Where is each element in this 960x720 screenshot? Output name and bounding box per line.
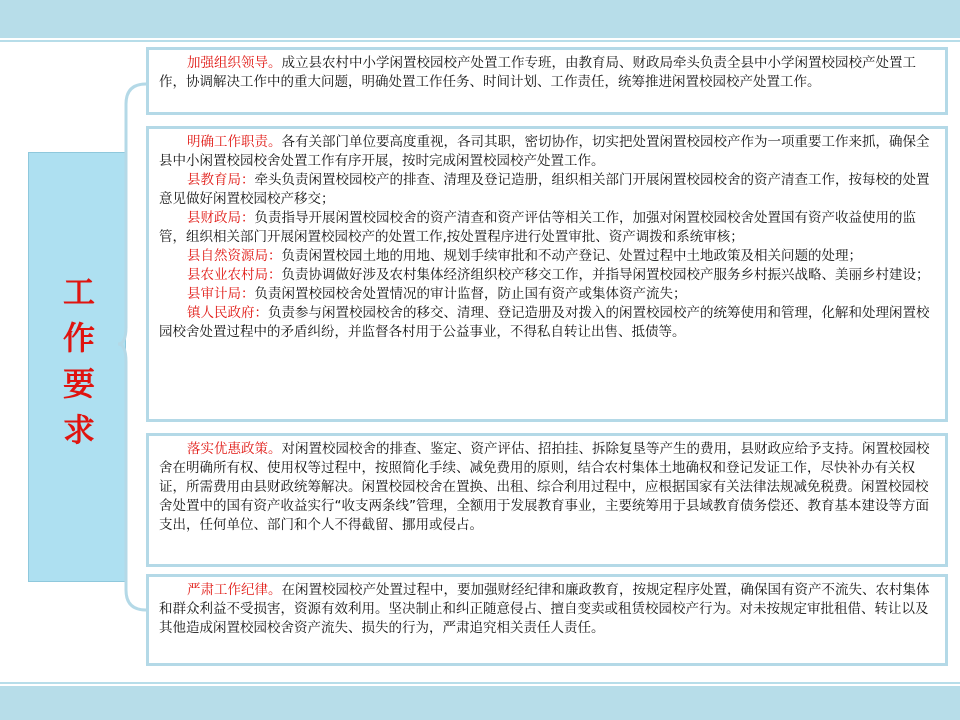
duty-label: 县审计局： [187,286,255,302]
section-heading: 加强组织领导。 [187,55,282,71]
bottom-decor-band [0,686,960,720]
duty-item [159,304,937,342]
duty-label: 县农业农村局： [187,267,282,283]
section-discipline [146,574,948,666]
duty-item [159,171,937,209]
section-responsibilities [146,126,948,422]
section-heading: 严肃工作纪律。 [187,582,282,598]
bottom-decor-line [0,682,960,684]
section-body: 成立县农村中小学闲置校园校产处置工作专班，由教育局、财政局牵头负责全县中小学闲置校园校产处置工作，协调解决工作中的重大问题，明确处置工作任务、时间计划、工作责任，统筹推进闲置校园校产处置工作。 [159,55,916,90]
section-organization [146,47,948,115]
duty-item [159,209,937,247]
duty-text: 负责指导开展闲置校园校舍的资产清查和资产评估等相关工作，加强对闲置校园校舍处置国有资产收益使用的监管，组织相关部门开展闲置校园校产的处置工作,按处置程序进行处置审批、资产调拨和系统审核； [159,210,916,245]
duty-item [159,285,937,304]
top-decor-line [0,40,960,42]
bracket-connector [118,82,148,612]
section-body: 对闲置校园校舍的排查、鉴定、资产评估、招拍挂、拆除复垦等产生的费用，县财政应给予支持。闲置校园校舍在明确所有权、使用权等过程中，按照简化手续、减免费用的原则，结合农村集体土地确权和登记发证工作，尽快补办有关权证，所需费用由县财政统筹解决。闲置校园校舍在置换、出租、综合利用过程中，应根据国家有关法律法规减免税费。闲置校园校舍处置中的国有资产收益实行“收支两条线”管理，全额用于发展教育事业，主要统筹用于县域教育债务偿还、教育基本建设等方面支出，任何单位、部门和个人不得截留、挪用或侵占。 [159,441,930,533]
section-paragraph [159,581,937,638]
duty-text: 负责协调做好涉及农村集体经济组织校产移交工作，并指导闲置校园校产服务乡村振兴战略、美丽乡村建设； [281,267,930,283]
section-heading: 落实优惠政策。 [187,441,282,457]
section-heading: 明确工作职责。 [187,134,282,150]
duty-item [159,247,937,266]
duty-text: 负责闲置校园土地的用地、规划手续审批和不动产登记、处置过程中土地政策及相关问题的处理； [281,248,862,264]
section-paragraph [159,54,937,92]
duty-label: 县财政局： [187,210,255,226]
top-decor-band [0,0,960,38]
title-box [28,152,126,582]
section-paragraph [159,133,937,171]
duty-label: 县教育局： [187,172,255,188]
section-body: 各有关部门单位要高度重视，各司其职，密切协作，切实把处置闲置校园校产作为一项重要工作来抓，确保全县中小闲置校园校舍处置工作有序开展，按时完成闲置校园校产处置工作。 [159,134,930,169]
section-body: 在闲置校园校产处置过程中，要加强财经纪律和廉政教育，按规定程序处置，确保国有资产不流失、农村集体和群众利益不受损害，资源有效利用。坚决制止和纠正随意侵占、擅自变卖或租赁校园校产行为。对未按规定审批租借、转让以及其他造成闲置校园校舍资产流失、损失的行为，严肃追究相关责任人责任。 [159,582,930,636]
duty-label: 镇人民政府： [187,305,268,321]
section-paragraph [159,440,937,535]
page-title: 工作要求 [58,275,96,459]
duty-text: 牵头负责闲置校园校产的排查、清理及登记造册，组织相关部门开展闲置校园校舍的资产清查工作，按每校的处置意见做好闲置校园校产移交； [159,172,930,207]
duty-item [159,266,937,285]
duty-label: 县自然资源局： [187,248,282,264]
duty-text: 负责参与闲置校园校舍的移交、清理、登记造册及对拨入的闲置校园校产的统筹使用和管理，化解和处理闲置校园校舍处置过程中的矛盾纠纷，并监督各村用于公益事业，不得私自转让出售、抵债等。 [159,305,930,340]
duty-text: 负责闲置校园校舍处置情况的审计监督，防止国有资产或集体资产流失； [254,286,687,302]
section-policies [146,433,948,567]
